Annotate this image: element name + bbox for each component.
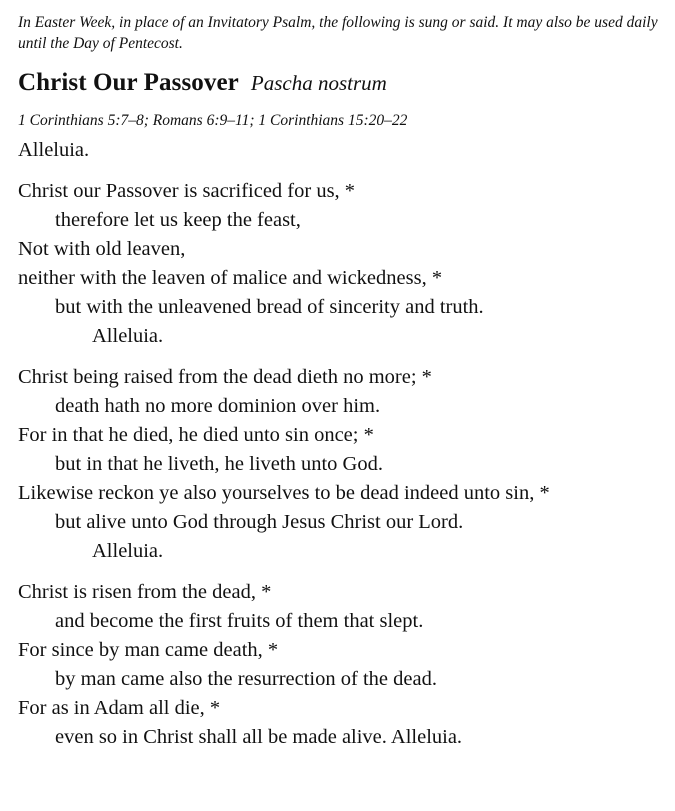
stanzas (18, 177, 668, 752)
verse-line: Christ is risen from the dead, * (18, 581, 272, 603)
canticle-latin-title: Pascha nostrum (250, 71, 387, 95)
stanza-3 (18, 578, 668, 752)
verse-line: neither with the leaven of malice and wickedness, * (18, 267, 443, 289)
canticle-heading (18, 69, 668, 97)
scripture-references: 1 Corinthians 5:7–8; Romans 6:9–11; 1 Corinthians 15:20–22 (18, 112, 408, 129)
verse-line: Likewise reckon ye also yourselves to be dead indeed unto sin, * (18, 482, 550, 504)
verse-line: but alive unto God through Jesus Christ our Lord. (55, 511, 464, 533)
verse-line: For as in Adam all die, * (18, 697, 221, 719)
verse-line: Not with old leaven, (18, 238, 186, 260)
alleluia-line: Alleluia. (92, 325, 164, 347)
verse-line: Christ our Passover is sacrificed for us, * (18, 180, 356, 202)
verse-line: death hath no more dominion over him. (55, 395, 381, 417)
stanza-2 (18, 363, 668, 566)
alleluia-line: Alleluia. (92, 540, 164, 562)
stanza-1 (18, 177, 668, 351)
verse-line: but in that he liveth, he liveth unto God. (55, 453, 383, 475)
opening-antiphon: Alleluia. (18, 139, 90, 161)
canticle-page (18, 12, 668, 752)
verse-line: For since by man came death, * (18, 639, 279, 661)
verse-line: For in that he died, he died unto sin once; * (18, 424, 374, 446)
verse-line: even so in Christ shall all be made alive. Alleluia. (55, 726, 463, 748)
rubric: In Easter Week, in place of an Invitatory Psalm, the following is sung or said. It may also be used daily until the Day of Pentecost. (18, 14, 658, 52)
verse-line: but with the unleavened bread of sincerity and truth. (55, 296, 484, 318)
verse-line: Christ being raised from the dead dieth no more; * (18, 366, 432, 388)
canticle-title: Christ Our Passover (18, 69, 239, 96)
verse-line: and become the first fruits of them that slept. (55, 610, 424, 632)
verse-line: therefore let us keep the feast, (55, 209, 301, 231)
verse-line: by man came also the resurrection of the dead. (55, 668, 437, 690)
